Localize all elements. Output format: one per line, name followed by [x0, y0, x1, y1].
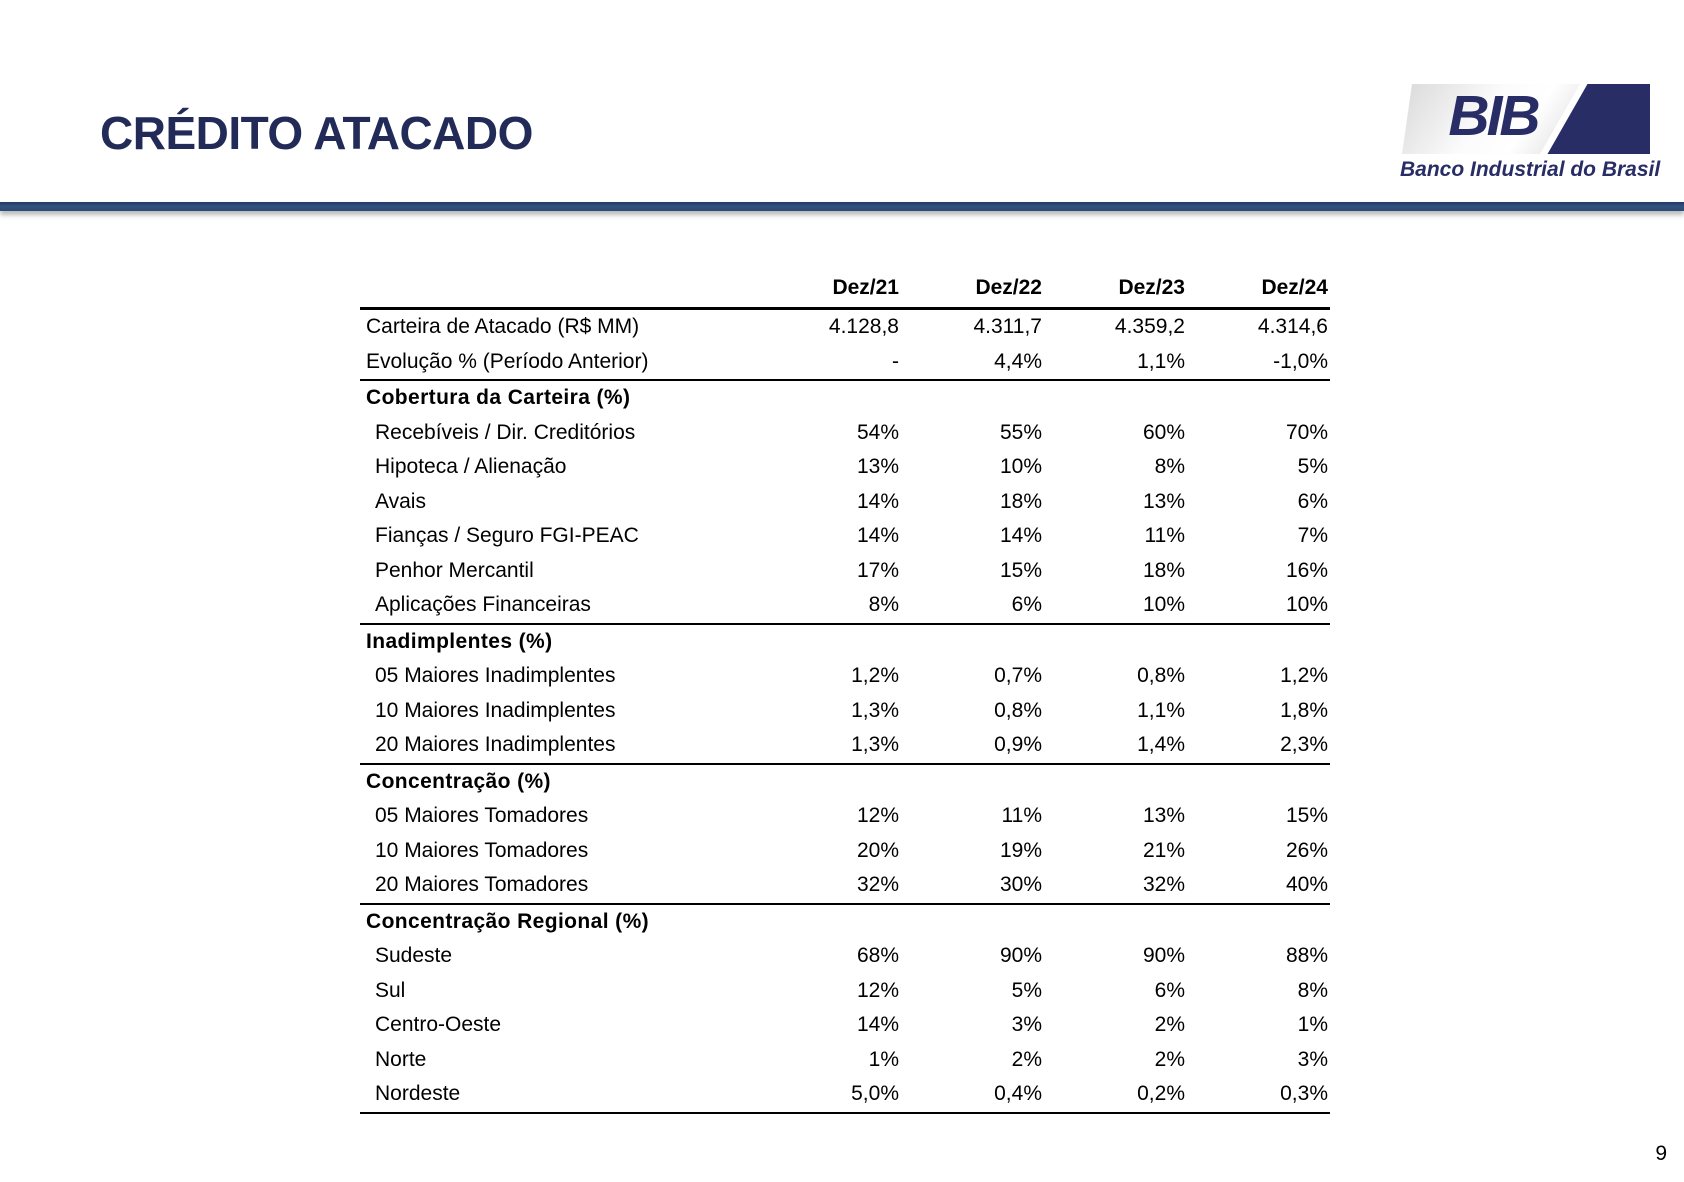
- table-row: [360, 799, 1330, 834]
- cell-value: 19%: [999, 838, 1042, 862]
- cell-value: 2%: [1154, 1013, 1185, 1037]
- cell-value: 13%: [1142, 489, 1185, 513]
- cell-value: 2%: [1011, 1047, 1042, 1071]
- cell-value: 1,2%: [1280, 664, 1328, 688]
- cell-value: 1,2%: [851, 664, 899, 688]
- cell-value: -1,0%: [1187, 345, 1330, 381]
- cell-value: 10%: [1044, 588, 1187, 624]
- section-label: Cobertura da Carteira (%): [366, 386, 631, 410]
- row-label: Sul: [375, 978, 406, 1002]
- cell-value: 0,2%: [1044, 1077, 1187, 1113]
- row-label: Centro-Oeste: [375, 1013, 502, 1037]
- cell-value: 54%: [856, 420, 899, 444]
- row-label: Penhor Mercantil: [375, 558, 534, 582]
- cell-value: 4.128,8: [828, 315, 899, 339]
- cell-value: 60%: [1142, 420, 1185, 444]
- cell-value: 11%: [1144, 524, 1185, 548]
- cell-value: 10%: [1187, 588, 1330, 624]
- table-row: [360, 309, 1330, 345]
- row-label: Fianças / Seguro FGI-PEAC: [375, 524, 639, 548]
- cell-value: 4.311,7: [973, 315, 1042, 339]
- table-row: [360, 834, 1330, 869]
- cell-value: 1,8%: [1280, 698, 1328, 722]
- row-label: 20 Maiores Inadimplentes: [360, 728, 758, 764]
- cell-value: 40%: [1187, 868, 1330, 904]
- row-label: Sudeste: [375, 944, 453, 968]
- logo-acronym: BIB: [1448, 84, 1538, 148]
- cell-value: 14%: [856, 489, 899, 513]
- cell-value: 1,1%: [1044, 345, 1187, 381]
- cell-value: 8%: [758, 588, 901, 624]
- row-label: 05 Maiores Inadimplentes: [375, 664, 616, 688]
- section-header-row: [360, 764, 1330, 800]
- cell-value: 14%: [856, 1013, 899, 1037]
- cell-value: 13%: [1142, 804, 1185, 828]
- cell-value: 4.359,2: [1114, 315, 1185, 339]
- table-row: [360, 345, 1330, 381]
- table-row: [360, 1077, 1330, 1113]
- section-header-row: [360, 624, 1330, 660]
- table-row: [360, 939, 1330, 974]
- cell-value: 17%: [856, 558, 899, 582]
- table-row: [360, 1008, 1330, 1043]
- cell-value: 15%: [999, 558, 1042, 582]
- cell-value: 18%: [999, 489, 1042, 513]
- cell-value: 4,4%: [901, 345, 1044, 381]
- section-label: Concentração Regional (%): [366, 909, 650, 933]
- column-header: Dez/21: [758, 248, 901, 309]
- section-header-row: [360, 904, 1330, 940]
- row-label: Recebíveis / Dir. Creditórios: [375, 420, 636, 444]
- cell-value: 0,8%: [1137, 664, 1185, 688]
- row-label: Nordeste: [360, 1077, 758, 1113]
- cell-value: 15%: [1285, 804, 1328, 828]
- cell-value: 21%: [1142, 838, 1185, 862]
- table-row: [360, 659, 1330, 694]
- cell-value: 70%: [1285, 420, 1328, 444]
- cell-value: 18%: [1142, 558, 1185, 582]
- cell-value: 7%: [1297, 524, 1328, 548]
- cell-value: 88%: [1285, 944, 1328, 968]
- cell-value: 6%: [1297, 489, 1328, 513]
- table-row: [360, 868, 1330, 904]
- cell-value: 1,3%: [851, 698, 899, 722]
- page-title: CRÉDITO ATACADO: [100, 107, 533, 159]
- cell-value: 11%: [1001, 804, 1042, 828]
- row-label: 05 Maiores Tomadores: [375, 804, 589, 828]
- cell-value: 13%: [856, 455, 899, 479]
- bib-logo-mark: [1400, 84, 1650, 154]
- cell-value: 5%: [1011, 978, 1042, 1002]
- header-divider: [0, 202, 1684, 211]
- cell-value: 8%: [1154, 455, 1185, 479]
- column-header: Dez/23: [1044, 248, 1187, 309]
- section-label: Inadimplentes (%): [366, 629, 553, 653]
- column-header: Dez/24: [1187, 248, 1330, 309]
- cell-value: 32%: [758, 868, 901, 904]
- cell-value: 2,3%: [1187, 728, 1330, 764]
- cell-value: -: [758, 345, 901, 381]
- cell-value: 1,3%: [758, 728, 901, 764]
- cell-value: 20%: [856, 838, 899, 862]
- cell-value: 30%: [901, 868, 1044, 904]
- column-header-row: [360, 248, 1330, 309]
- row-label: Carteira de Atacado (R$ MM): [366, 315, 640, 339]
- cell-value: 26%: [1285, 838, 1328, 862]
- table-row: [360, 416, 1330, 451]
- cell-value: 6%: [901, 588, 1044, 624]
- cell-value: 1%: [868, 1047, 899, 1071]
- cell-value: 0,8%: [994, 698, 1042, 722]
- table-row: [360, 694, 1330, 729]
- table-row: [360, 974, 1330, 1009]
- cell-value: 10%: [999, 455, 1042, 479]
- cell-value: 90%: [999, 944, 1042, 968]
- cell-value: 12%: [856, 978, 899, 1002]
- table-row: [360, 519, 1330, 554]
- cell-value: 0,4%: [901, 1077, 1044, 1113]
- column-header: Dez/22: [901, 248, 1044, 309]
- cell-value: 2%: [1154, 1047, 1185, 1071]
- row-label: 10 Maiores Inadimplentes: [375, 698, 616, 722]
- cell-value: 1,1%: [1137, 698, 1185, 722]
- cell-value: 8%: [1297, 978, 1328, 1002]
- table-row: [360, 485, 1330, 520]
- cell-value: 32%: [1044, 868, 1187, 904]
- cell-value: 55%: [999, 420, 1042, 444]
- table-row: [360, 450, 1330, 485]
- column-header-blank: [360, 248, 758, 309]
- cell-value: 14%: [999, 524, 1042, 548]
- cell-value: 6%: [1154, 978, 1185, 1002]
- row-label: 20 Maiores Tomadores: [360, 868, 758, 904]
- bib-logo: [1400, 84, 1661, 182]
- table-row: [360, 1043, 1330, 1078]
- row-label: Evolução % (Período Anterior): [360, 345, 758, 381]
- cell-value: 3%: [1011, 1013, 1042, 1037]
- cell-value: 4.314,6: [1257, 315, 1328, 339]
- logo-caption: Banco Industrial do Brasil: [1400, 158, 1661, 181]
- section-header-row: [360, 380, 1330, 416]
- row-label: Aplicações Financeiras: [360, 588, 758, 624]
- row-label: Avais: [375, 489, 426, 513]
- cell-value: 14%: [856, 524, 899, 548]
- cell-value: 0,3%: [1187, 1077, 1330, 1113]
- cell-value: 12%: [856, 804, 899, 828]
- page-number: 9: [1655, 1142, 1667, 1165]
- section-label: Concentração (%): [366, 769, 551, 793]
- cell-value: 3%: [1297, 1047, 1328, 1071]
- cell-value: 5,0%: [758, 1077, 901, 1113]
- cell-value: 90%: [1142, 944, 1185, 968]
- cell-value: 5%: [1297, 455, 1328, 479]
- row-label: 10 Maiores Tomadores: [375, 838, 589, 862]
- table-row: [360, 554, 1330, 589]
- cell-value: 1,4%: [1044, 728, 1187, 764]
- row-label: Hipoteca / Alienação: [375, 455, 567, 479]
- cell-value: 0,9%: [901, 728, 1044, 764]
- cell-value: 16%: [1285, 558, 1328, 582]
- table-row: [360, 728, 1330, 764]
- table-row: [360, 588, 1330, 624]
- cell-value: 0,7%: [994, 664, 1042, 688]
- row-label: Norte: [375, 1047, 427, 1071]
- cell-value: 1%: [1297, 1013, 1328, 1037]
- cell-value: 68%: [856, 944, 899, 968]
- wholesale-credit-table: [360, 248, 1330, 1114]
